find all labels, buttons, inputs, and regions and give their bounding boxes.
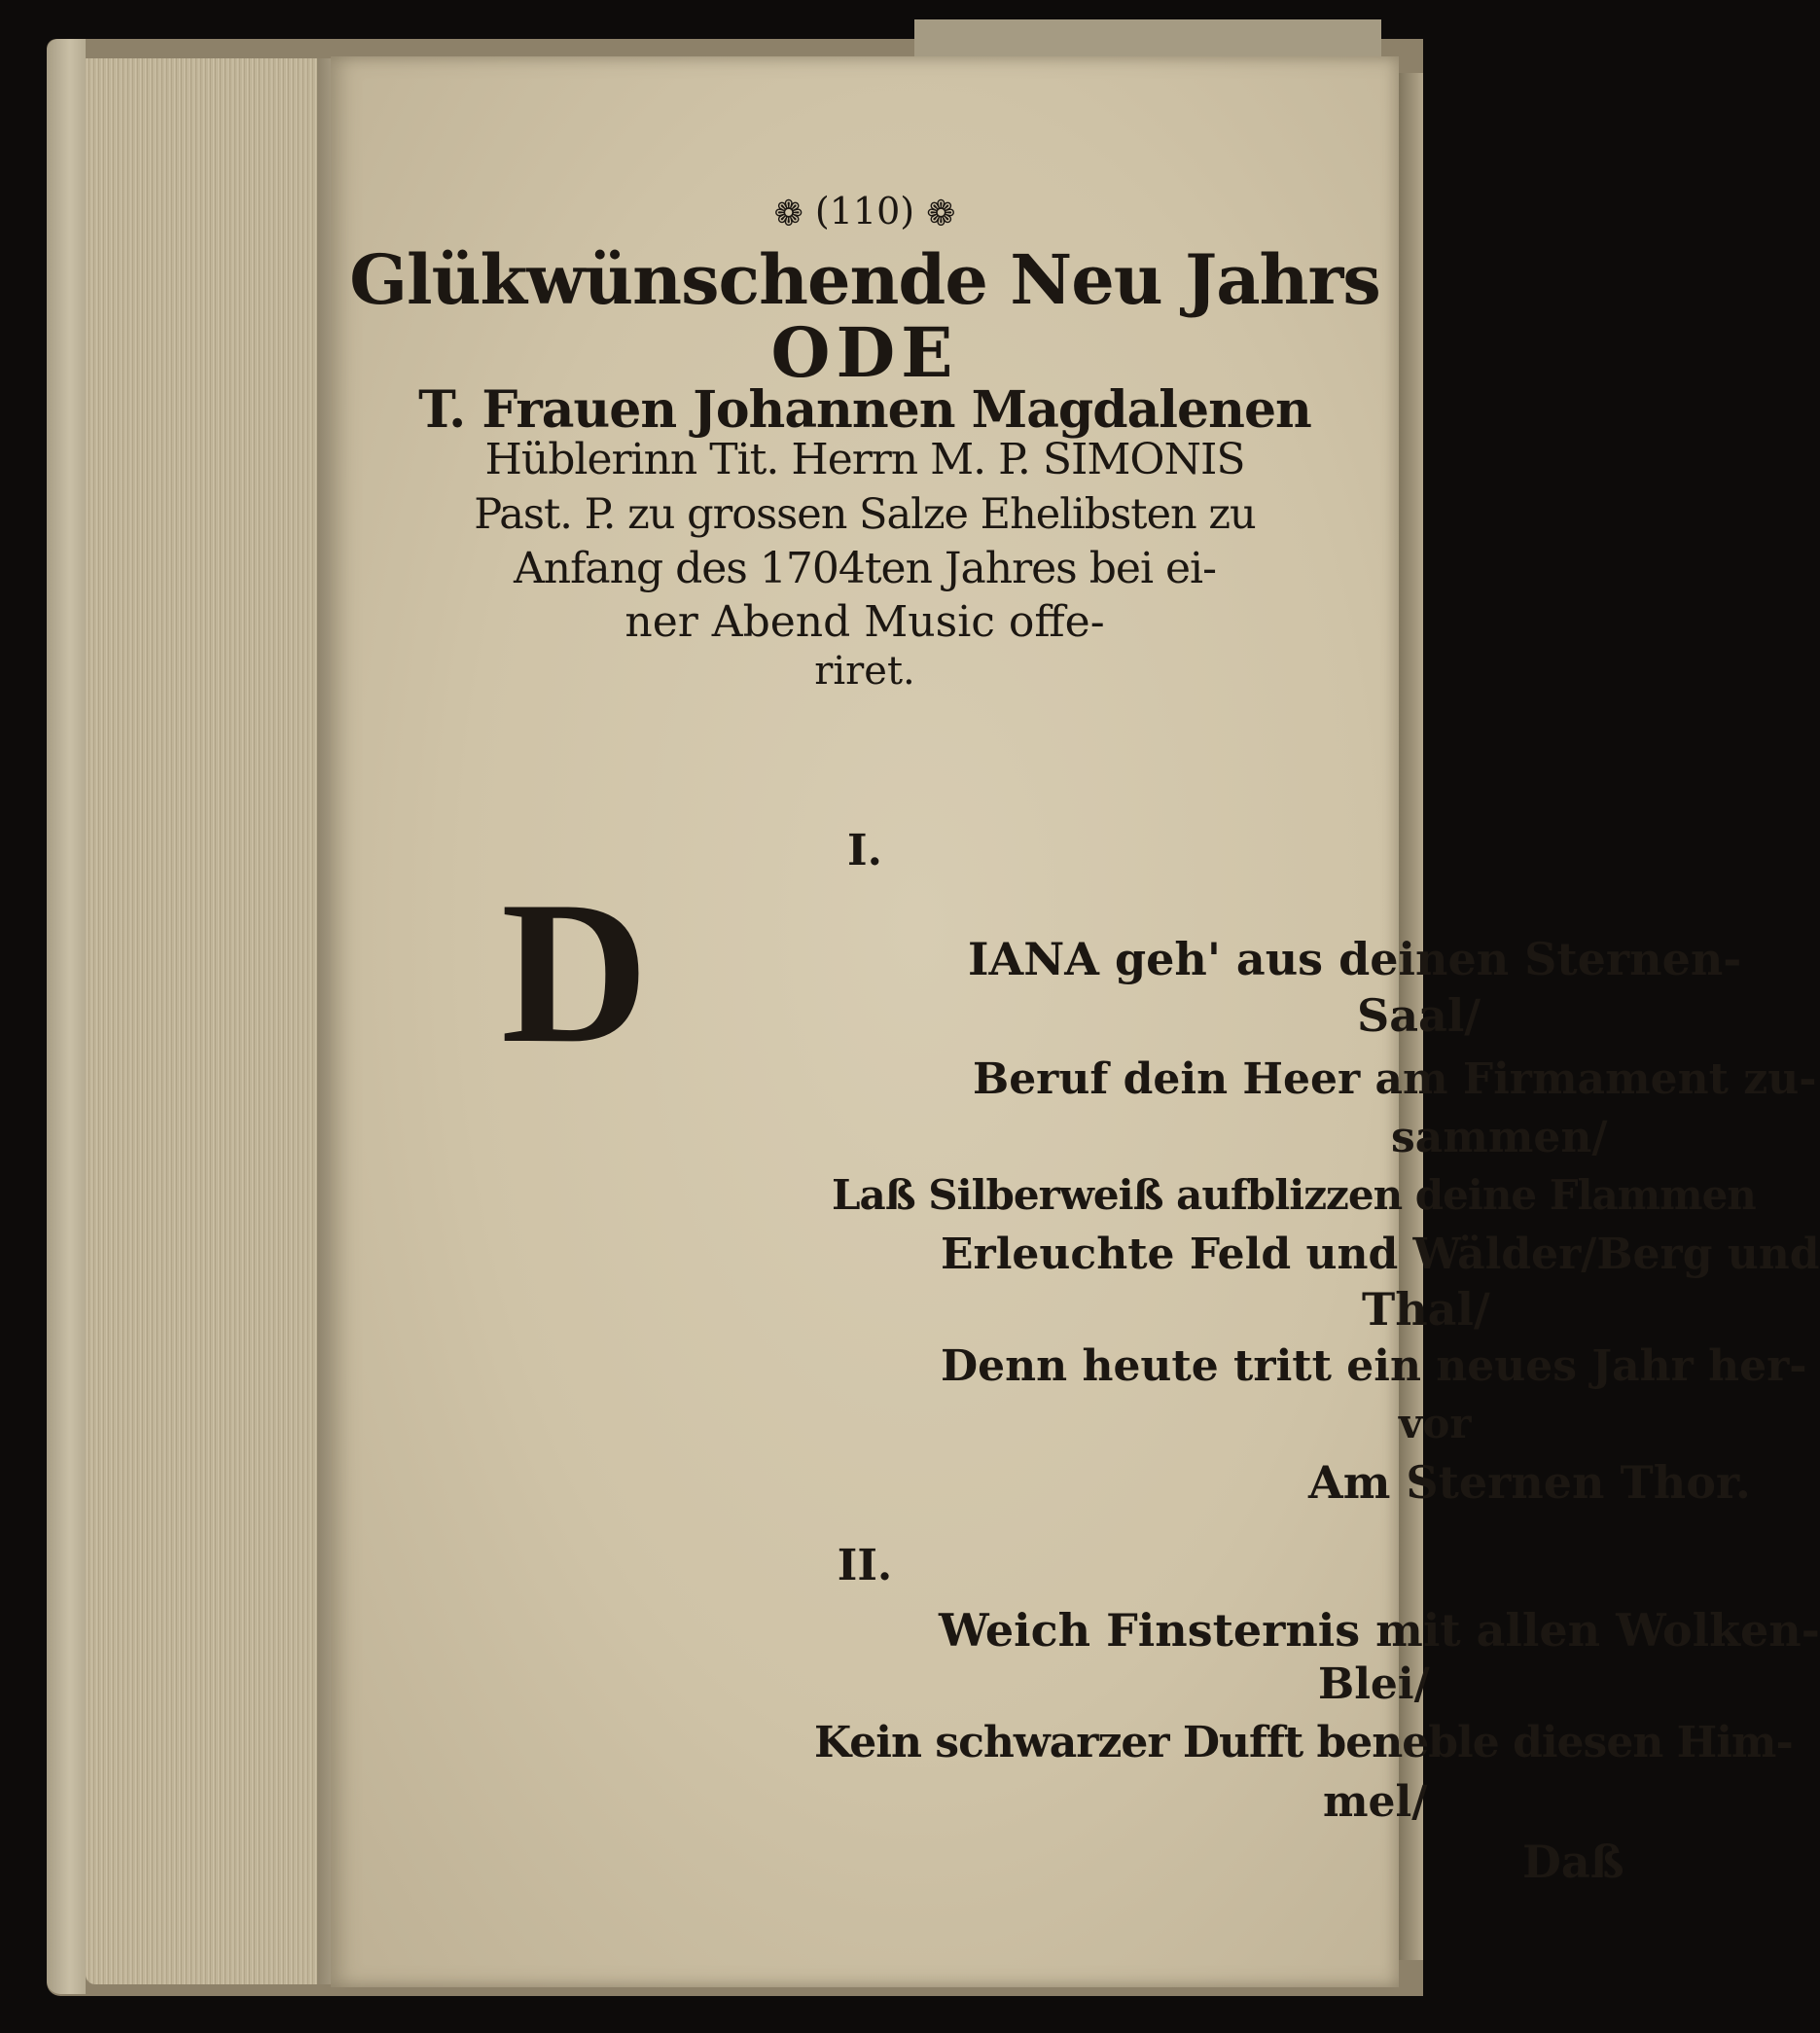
stanza-1-line-6: Erleuchte Feld und Wälder/Berg und (941, 1230, 1820, 1279)
title-line-3: T. Frauen Johannen Magdalenen (418, 380, 1311, 440)
stanza-1-line-9: vor (1399, 1400, 1472, 1447)
stanza-1-line-8: Denn heute tritt ein neues Jahr her- (941, 1341, 1807, 1391)
ornament-right-icon: ❁ (926, 194, 956, 234)
stanza-2-line-2: Blei/ (1318, 1659, 1430, 1709)
title-line-4: Hüblerinn Tit. Herrn M. P. SIMONIS (484, 435, 1245, 484)
stanza-1-line-1: IANA geh' aus deinen Sternen- (968, 933, 1742, 985)
stanza-1-line-2: Saal/ (1357, 989, 1481, 1042)
stanza-1-line-4: sammen/ (1391, 1113, 1608, 1162)
stanza-1-line-7: Thal/ (1362, 1283, 1490, 1336)
stanza-1-line-10: Am Sternen Thor. (1308, 1456, 1751, 1509)
ornament-left-icon: ❁ (773, 194, 803, 234)
page-header (331, 190, 1399, 234)
stanza-2-line-3: Kein schwarzer Dufft beneble diesen Him- (814, 1718, 1793, 1767)
title-line-6: Anfang des 1704ten Jahres bei ei- (513, 544, 1216, 593)
book-page (331, 56, 1820, 1987)
stanza-2-line-1: Weich Finsternis mit allen Wolken- (939, 1604, 1820, 1657)
title-line-2: ODE (770, 312, 959, 393)
title-line-7: ner Abend Music offe- (625, 597, 1105, 647)
stanza-1-line-3: Beruf dein Heer am Firmament zu- (973, 1054, 1817, 1104)
drop-cap: D (501, 860, 649, 1086)
stanza-2-line-4: mel/ (1323, 1777, 1428, 1827)
title-line-1: Glükwünschende Neu Jahrs (349, 239, 1380, 320)
title-line-5: Past. P. zu grossen Salze Ehelibsten zu (474, 490, 1256, 539)
title-line-8: riret. (814, 649, 915, 694)
stanza-2-number: II. (837, 1541, 893, 1590)
catchword: Daß (1522, 1836, 1624, 1888)
stanza-1-line-5: Laß Silberweiß aufblizzen deine Flammen (832, 1171, 1756, 1219)
book-cover-edge (47, 39, 86, 1994)
cover-top-edge (914, 19, 1381, 58)
page-edges (86, 58, 324, 1984)
stanza-1-number: I. (847, 826, 882, 875)
page-number: (110) (814, 190, 915, 232)
